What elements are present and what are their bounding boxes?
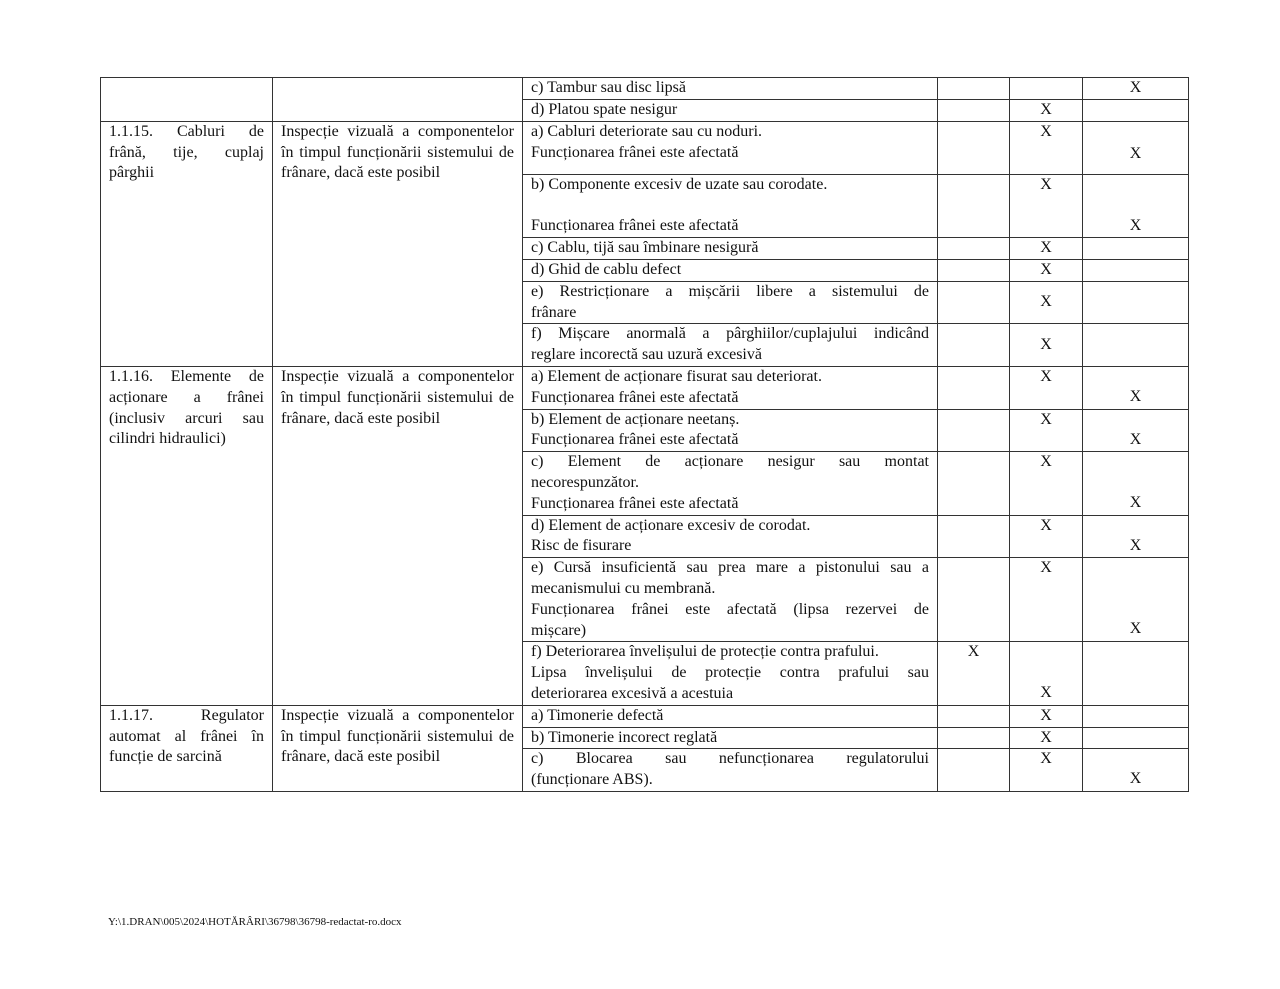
minor-cell [938,642,1010,705]
x-mark: X [1040,239,1052,257]
x-mark: X [1040,728,1052,746]
x-mark: X [1040,335,1052,353]
table-row [101,78,1189,100]
major-cell [1010,749,1083,792]
dangerous-cell [1083,366,1189,409]
major-cell [1010,121,1083,174]
minor-cell [938,259,1010,281]
deficiency-cell: b) Timonerie incorect reglată [523,727,938,749]
category-cell: 1.1.15. Cabluri de frână, tije, cuplaj pârghii [101,121,273,366]
dangerous-cell [1083,409,1189,452]
dangerous-cell [1083,642,1189,705]
table-row [101,366,1189,409]
major-cell [1010,727,1083,749]
empty-method-cell [273,78,523,122]
dangerous-cell [1083,281,1189,324]
dangerous-cell [1083,121,1189,174]
dangerous-cell [1083,515,1189,558]
major-cell [1010,452,1083,515]
method-cell: Inspecție vizuală a componentelor în timpul funcționării sistemului de frânare, dacă este posibil [273,366,523,705]
minor-cell [938,515,1010,558]
x-mark: X [1040,684,1052,702]
footer-file-path: Y:\1.DRAN\005\2024\HOTĂRÂRI\36798\36798-redactat-ro.docx [108,916,402,928]
deficiency-cell: f) Deteriorarea învelișului de protecție contra prafului. Lipsa învelișului de protecție contra prafului sau deteriorarea excesivă a acestuia [523,642,938,705]
deficiency-cell: e) Restricționare a mișcării libere a sistemului de frânare [523,281,938,324]
x-mark: X [1129,216,1142,234]
major-cell [1010,174,1083,237]
major-cell [1010,515,1083,558]
deficiency-cell: c) Element de acționare nesigur sau montat necorespunzător. Funcționarea frânei este afectată [523,452,938,515]
major-cell [1010,100,1083,122]
dangerous-cell [1083,452,1189,515]
dangerous-cell [1083,727,1189,749]
x-mark: X [1040,559,1052,577]
minor-cell [938,727,1010,749]
x-mark: X [1040,706,1052,724]
dangerous-cell [1083,749,1189,792]
deficiency-cell: c) Tambur sau disc lipsă [523,78,938,100]
x-mark: X [1040,101,1052,118]
table-row [101,705,1189,727]
deficiency-cell: d) Ghid de cablu defect [523,259,938,281]
x-mark: X [967,643,980,661]
minor-cell [938,100,1010,122]
major-cell [1010,238,1083,260]
category-cell: 1.1.17. Regulator automat al frânei în funcție de sarcină [101,705,273,791]
deficiency-cell: b) Element de acționare neetanș. Funcționarea frânei este afectată [523,409,938,452]
minor-cell [938,452,1010,515]
minor-cell [938,238,1010,260]
dangerous-cell [1083,100,1189,122]
dangerous-cell [1083,705,1189,727]
minor-cell [938,366,1010,409]
major-cell [1010,324,1083,367]
method-cell: Inspecție vizuală a componentelor în timpul funcționării sistemului de frânare, dacă este posibil [273,705,523,791]
x-mark: X [1129,387,1142,405]
major-cell [1010,259,1083,281]
x-mark: X [1129,144,1142,162]
dangerous-cell [1083,259,1189,281]
deficiency-cell: c) Cablu, tijă sau îmbinare nesigură [523,238,938,260]
minor-cell [938,705,1010,727]
deficiency-cell: f) Mișcare anormală a pârghiilor/cuplajului indicând reglare incorectă sau uzură excesivă [523,324,938,367]
dangerous-cell [1083,238,1189,260]
deficiency-cell: b) Componente excesiv de uzate sau corodate. Funcționarea frânei este afectată [523,174,938,237]
major-cell [1010,642,1083,705]
dangerous-cell [1083,558,1189,642]
deficiency-cell: e) Cursă insuficientă sau prea mare a pistonului sau a mecanismului cu membrană. Funcționarea frânei este afectată (lipsa rezervei de mișcare) [523,558,938,642]
x-mark: X [1040,453,1052,471]
minor-cell [938,558,1010,642]
major-cell [1010,78,1083,100]
dangerous-cell [1083,324,1189,367]
minor-cell [938,409,1010,452]
x-mark: X [1040,410,1052,428]
minor-cell [938,174,1010,237]
deficiency-cell: a) Element de acționare fisurat sau deteriorat. Funcționarea frânei este afectată [523,366,938,409]
x-mark: X [1129,620,1142,638]
deficiency-cell: a) Cabluri deteriorate sau cu noduri. Funcționarea frânei este afectată [523,121,938,174]
deficiency-cell: d) Element de acționare excesiv de corodat. Risc de fisurare [523,515,938,558]
minor-cell [938,749,1010,792]
x-mark: X [1040,367,1052,385]
x-mark: X [1129,494,1142,512]
table-row [101,121,1189,174]
dangerous-cell [1083,174,1189,237]
dangerous-cell [1083,78,1189,100]
method-cell: Inspecție vizuală a componentelor în timpul funcționării sistemului de frânare, dacă este posibil [273,121,523,366]
x-mark: X [1129,770,1142,788]
x-mark: X [1129,430,1142,448]
deficiency-cell: a) Timonerie defectă [523,705,938,727]
minor-cell [938,324,1010,367]
x-mark: X [1129,536,1142,554]
deficiency-cell: c) Blocarea sau nefuncționarea regulatorului (funcționare ABS). [523,749,938,792]
empty-category-cell [101,78,273,122]
x-mark: X [1129,79,1142,96]
deficiency-cell: d) Platou spate nesigur [523,100,938,122]
major-cell [1010,281,1083,324]
major-cell [1010,558,1083,642]
major-cell [1010,705,1083,727]
x-mark: X [1040,293,1052,311]
x-mark: X [1040,122,1052,140]
category-cell: 1.1.16. Elemente de acționare a frânei (inclusiv arcuri sau cilindri hidraulici) [101,366,273,705]
minor-cell [938,281,1010,324]
minor-cell [938,78,1010,100]
x-mark: X [1040,516,1052,534]
x-mark: X [1040,750,1052,768]
inspection-table [100,77,1189,792]
x-mark: X [1040,175,1052,193]
major-cell [1010,409,1083,452]
major-cell [1010,366,1083,409]
x-mark: X [1040,260,1052,278]
minor-cell [938,121,1010,174]
